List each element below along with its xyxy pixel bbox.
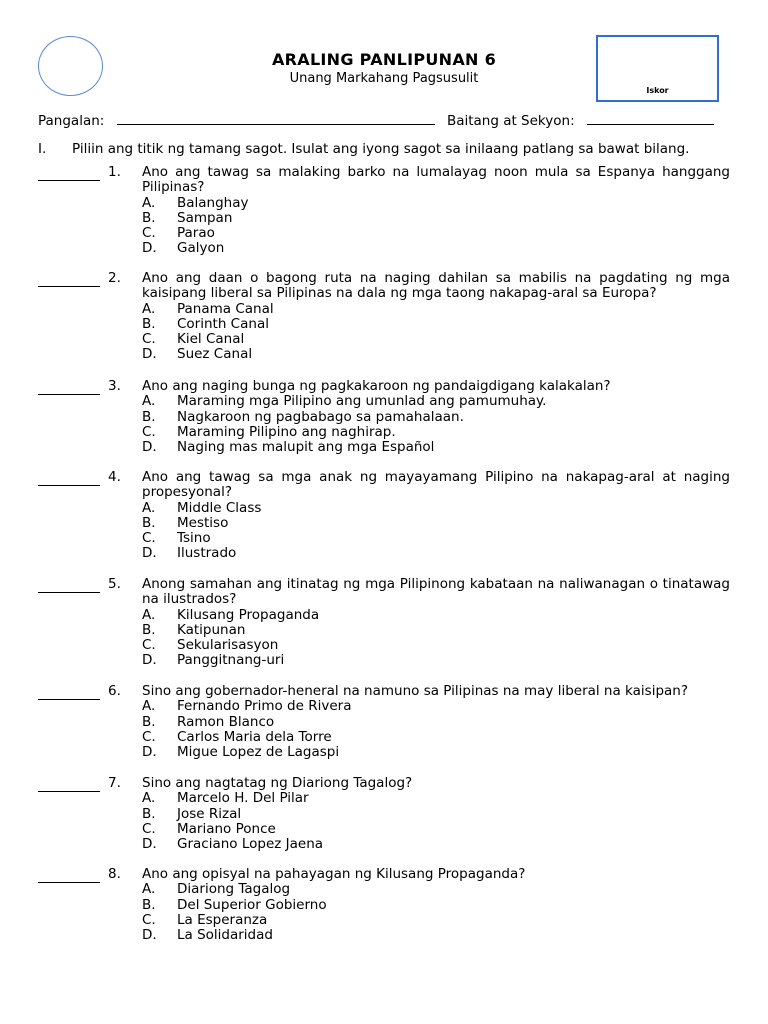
question-text: Sino ang nagtatag ng Diariong Tagalog? — [142, 775, 413, 791]
choice-text: Kiel Canal — [177, 331, 245, 348]
choice-letter: C. — [142, 820, 156, 837]
section-label: Baitang at Sekyon: — [446, 113, 575, 129]
choice-text: Diariong Tagalog — [177, 881, 291, 898]
answer-blank[interactable] — [38, 379, 100, 395]
answer-blank[interactable] — [38, 867, 100, 883]
choice-text: Nagkaroon ng pagbabago sa pamahalaan. — [177, 408, 464, 425]
choice-letter: B. — [142, 209, 156, 226]
question-text: Ano ang opisyal na pahayagan ng Kilusang Propaganda? — [142, 866, 526, 882]
choice-text: Ilustrado — [177, 545, 237, 562]
choice-option — [142, 226, 730, 241]
name-label: Pangalan: — [38, 113, 105, 129]
choice-option — [142, 699, 730, 714]
choice-option — [142, 882, 730, 897]
choice-text: Panama Canal — [177, 300, 274, 317]
choice-option — [142, 317, 730, 332]
question-number: 2. — [108, 270, 121, 286]
choice-text: Kilusang Propaganda — [177, 606, 320, 623]
question-item — [38, 867, 730, 943]
question-item — [38, 470, 730, 562]
choice-text: Naging mas malupit ang mga Español — [177, 439, 435, 456]
question-text: Ano ang daan o bagong ruta na naging dahilan sa mabilis na pagdating ng mga kaisipang liberal sa Pilipinas na dala ng mga taong nakapag-aral sa Europa? — [142, 270, 730, 302]
choice-text: Mestiso — [177, 514, 229, 531]
choice-list — [142, 501, 730, 562]
choice-letter: C. — [142, 331, 156, 348]
choice-letter: C. — [142, 530, 156, 547]
question-item — [38, 165, 730, 257]
question-text: Ano ang tawag sa mga anak ng mayayamang Pilipino na nakapag-aral at naging propesyonal? — [142, 469, 730, 501]
choice-letter: D. — [142, 439, 157, 456]
choice-option — [142, 211, 730, 226]
choice-text: Migue Lopez de Lagaspi — [177, 744, 340, 761]
student-info-row — [38, 111, 728, 129]
choice-letter: D. — [142, 652, 157, 669]
choice-text: Fernando Primo de Rivera — [177, 698, 352, 715]
choice-option — [142, 241, 730, 256]
choice-list — [142, 394, 730, 455]
choice-list — [142, 791, 730, 852]
question-item — [38, 776, 730, 852]
choice-option — [142, 791, 730, 806]
answer-blank[interactable] — [38, 776, 100, 792]
question-item — [38, 379, 730, 455]
choice-option — [142, 516, 730, 531]
choice-option — [142, 928, 730, 943]
choice-letter: A. — [142, 499, 156, 516]
choice-list — [142, 699, 730, 760]
choice-list — [142, 882, 730, 943]
name-field[interactable] — [117, 111, 435, 125]
choice-text: Tsino — [177, 530, 211, 547]
choice-text: Maraming Pilipino ang naghirap. — [177, 423, 396, 440]
choice-letter: D. — [142, 927, 157, 944]
choice-letter: B. — [142, 713, 156, 730]
choice-letter: C. — [142, 728, 156, 745]
choice-text: Marcelo H. Del Pilar — [177, 790, 309, 807]
choice-option — [142, 425, 730, 440]
choice-letter: B. — [142, 514, 156, 531]
choice-option — [142, 440, 730, 455]
choice-text: Mariano Ponce — [177, 820, 276, 837]
choice-letter: A. — [142, 606, 156, 623]
choice-option — [142, 745, 730, 760]
question-number: 5. — [108, 576, 121, 592]
question-number: 3. — [108, 378, 121, 394]
choice-letter: D. — [142, 346, 157, 363]
choice-letter: B. — [142, 315, 156, 332]
choice-list — [142, 302, 730, 363]
choice-option — [142, 837, 730, 852]
choice-option — [142, 715, 730, 730]
question-item — [38, 684, 730, 760]
choice-letter: B. — [142, 805, 156, 822]
choice-letter: B. — [142, 408, 156, 425]
choice-option — [142, 501, 730, 516]
question-number: 8. — [108, 866, 121, 882]
choice-option — [142, 196, 730, 211]
choice-text: Corinth Canal — [177, 315, 269, 332]
question-text: Anong samahan ang itinatag ng mga Pilipinong kabataan na naliwanagan o tinatawag na ilustrados? — [142, 576, 730, 608]
choice-text: Katipunan — [177, 621, 246, 638]
choice-text: Galyon — [177, 240, 225, 257]
question-text: Ano ang naging bunga ng pagkakaroon ng pandaigdigang kalakalan? — [142, 378, 611, 394]
choice-text: Suez Canal — [177, 346, 253, 363]
choice-option — [142, 531, 730, 546]
choice-option — [142, 347, 730, 362]
choice-option — [142, 332, 730, 347]
choice-option — [142, 807, 730, 822]
choice-letter: D. — [142, 836, 157, 853]
question-number: 7. — [108, 775, 121, 791]
choice-text: Balanghay — [177, 194, 249, 211]
choice-option — [142, 638, 730, 653]
choice-option — [142, 302, 730, 317]
choice-letter: A. — [142, 194, 156, 211]
choice-letter: D. — [142, 240, 157, 257]
choice-letter: C. — [142, 225, 156, 242]
choice-option — [142, 730, 730, 745]
choice-letter: D. — [142, 545, 157, 562]
score-box[interactable] — [596, 35, 719, 102]
choice-text: La Esperanza — [177, 911, 268, 928]
choice-text: Middle Class — [177, 499, 262, 516]
answer-blank[interactable] — [38, 577, 100, 593]
choice-letter: A. — [142, 300, 156, 317]
choice-text: Del Superior Gobierno — [177, 896, 327, 913]
choice-text: Maraming mga Pilipino ang umunlad ang pamumuhay. — [177, 393, 547, 410]
choice-text: Sampan — [177, 209, 233, 226]
choice-letter: A. — [142, 393, 156, 410]
choice-text: Sekularisasyon — [177, 637, 279, 654]
choice-text: Ramon Blanco — [177, 713, 275, 730]
section-field[interactable] — [587, 111, 714, 125]
choice-letter: D. — [142, 744, 157, 761]
choice-option — [142, 394, 730, 409]
part-numeral: I. — [38, 141, 47, 157]
choice-letter: A. — [142, 790, 156, 807]
choice-letter: C. — [142, 637, 156, 654]
choice-option — [142, 822, 730, 837]
instructions-text: Piliin ang titik ng tamang sagot. Isulat ang iyong sagot sa inilaang patlang sa bawat bilang. — [72, 141, 690, 157]
choice-letter: A. — [142, 881, 156, 898]
choice-text: La Solidaridad — [177, 927, 273, 944]
choice-list — [142, 608, 730, 669]
exam-title: ARALING PANLIPUNAN 6 — [271, 50, 497, 69]
choice-list — [142, 196, 730, 257]
choice-text: Graciano Lopez Jaena — [177, 836, 324, 853]
choice-option — [142, 410, 730, 425]
choice-text: Carlos Maria dela Torre — [177, 728, 332, 745]
choice-option — [142, 608, 730, 623]
choice-option — [142, 546, 730, 561]
question-text: Sino ang gobernador-heneral na namuno sa Pilipinas na may liberal na kaisipan? — [142, 683, 689, 699]
choice-option — [142, 653, 730, 668]
choice-text: Parao — [177, 225, 215, 242]
answer-blank[interactable] — [38, 165, 100, 181]
choice-letter: C. — [142, 911, 156, 928]
score-label: Iskor — [646, 86, 669, 95]
answer-blank[interactable] — [38, 470, 100, 486]
question-item — [38, 271, 730, 363]
question-item — [38, 577, 730, 669]
choice-option — [142, 623, 730, 638]
choice-letter: A. — [142, 698, 156, 715]
question-number: 4. — [108, 469, 121, 485]
instructions — [38, 141, 738, 157]
choice-letter: C. — [142, 423, 156, 440]
choice-text: Jose Rizal — [177, 805, 242, 822]
answer-blank[interactable] — [38, 271, 100, 287]
question-number: 6. — [108, 683, 121, 699]
question-number: 1. — [108, 164, 121, 180]
choice-option — [142, 913, 730, 928]
answer-blank[interactable] — [38, 684, 100, 700]
choice-letter: B. — [142, 621, 156, 638]
choice-option — [142, 898, 730, 913]
question-text: Ano ang tawag sa malaking barko na lumalayag noon mula sa Espanya hanggang Pilipinas? — [142, 164, 730, 196]
choice-letter: B. — [142, 896, 156, 913]
choice-text: Panggitnang-uri — [177, 652, 285, 669]
exam-subtitle: Unang Markahang Pagsusulit — [289, 71, 479, 86]
